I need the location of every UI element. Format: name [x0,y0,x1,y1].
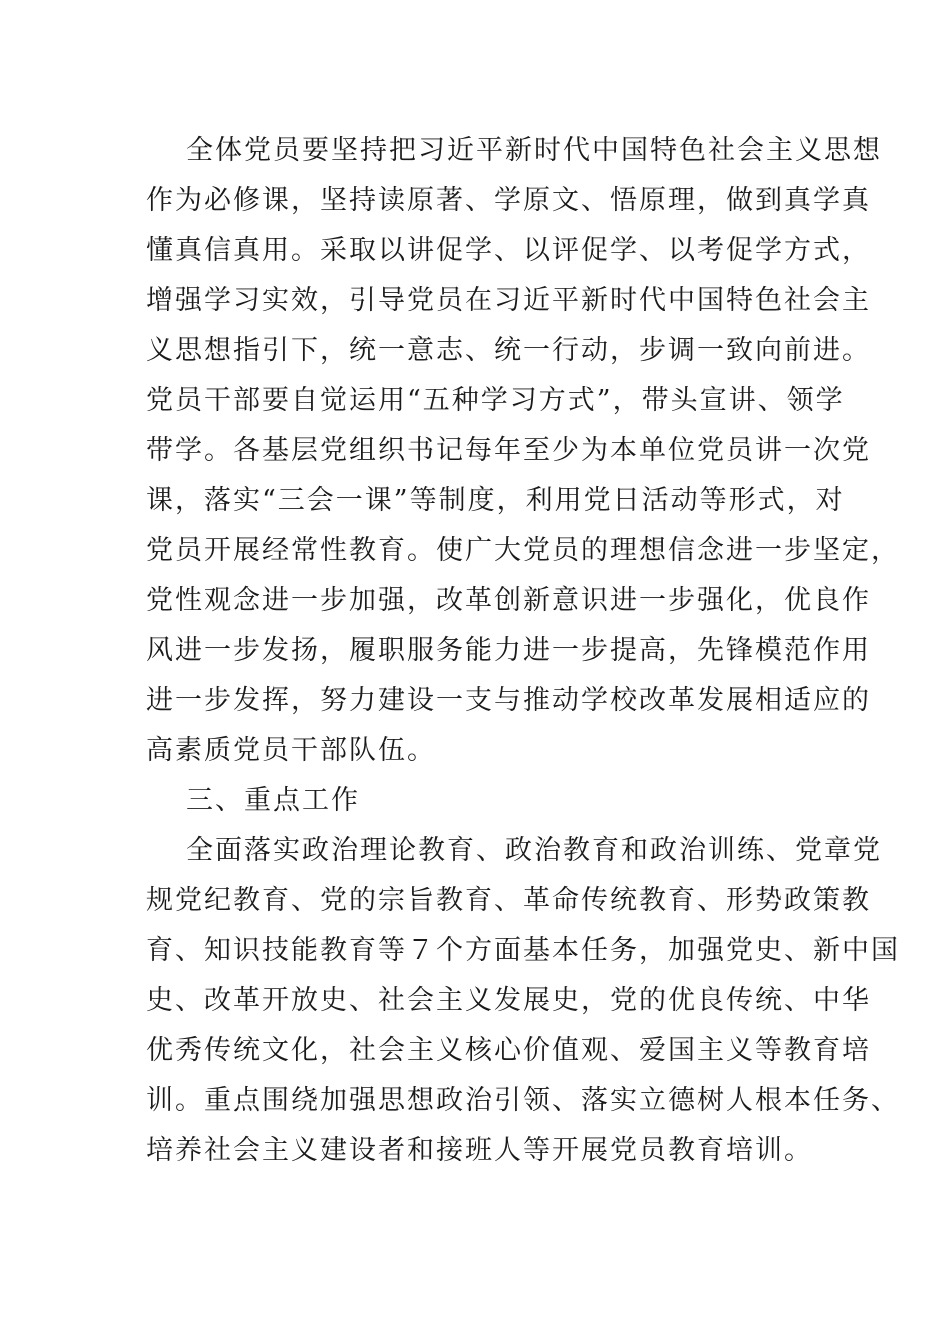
text-line: 训。重点围绕加强思想政治引领、落实立德树人根本任务、 [146,1085,900,1116]
text-line: 作为必修课，坚持读原著、学原文、悟原理，做到真学真 [146,185,871,216]
text-line: 义思想指引下，统一意志、统一行动，步调一致向前进。 [146,335,871,366]
text-line: 课，落实“三会一课”等制度，利用党日活动等形式，对 [146,485,845,516]
paragraph-key-work [146,826,900,1176]
text-line: 党员干部要自觉运用“五种学习方式”，带头宣讲、领学 [146,385,845,416]
text-line: 带学。各基层党组织书记每年至少为本单位党员讲一次党 [146,435,871,466]
text-line: 规党纪教育、党的宗旨教育、革命传统教育、形势政策教 [146,885,871,916]
text-line: 党性观念进一步加强，改革创新意识进一步强化，优良作 [146,585,871,616]
text-line: 高素质党员干部队伍。 [146,735,436,766]
section-heading: 三、重点工作 [186,785,360,816]
text-line: 全面落实政治理论教育、政治教育和政治训练、党章党 [186,835,882,866]
text-line: 全体党员要坚持把习近平新时代中国特色社会主义思想 [186,135,882,166]
text-line: 史、改革开放史、社会主义发展史，党的优良传统、中华 [146,985,871,1016]
text-line: 优秀传统文化，社会主义核心价值观、爱国主义等教育培 [146,1035,871,1066]
text-line: 培养社会主义建设者和接班人等开展党员教育培训。 [146,1135,813,1166]
document-body [146,126,900,1176]
text-line: 育、知识技能教育等７个方面基本任务，加强党史、新中国 [146,935,900,966]
text-line: 懂真信真用。采取以讲促学、以评促学、以考促学方式， [146,235,871,266]
text-line: 风进一步发扬，履职服务能力进一步提高，先锋模范作用 [146,635,871,666]
text-line: 增强学习实效，引导党员在习近平新时代中国特色社会主 [146,285,871,316]
paragraph-study-requirements [146,126,900,776]
text-line: 党员开展经常性教育。使广大党员的理想信念进一步坚定， [146,535,900,566]
text-line: 进一步发挥，努力建设一支与推动学校改革发展相适应的 [146,685,871,716]
